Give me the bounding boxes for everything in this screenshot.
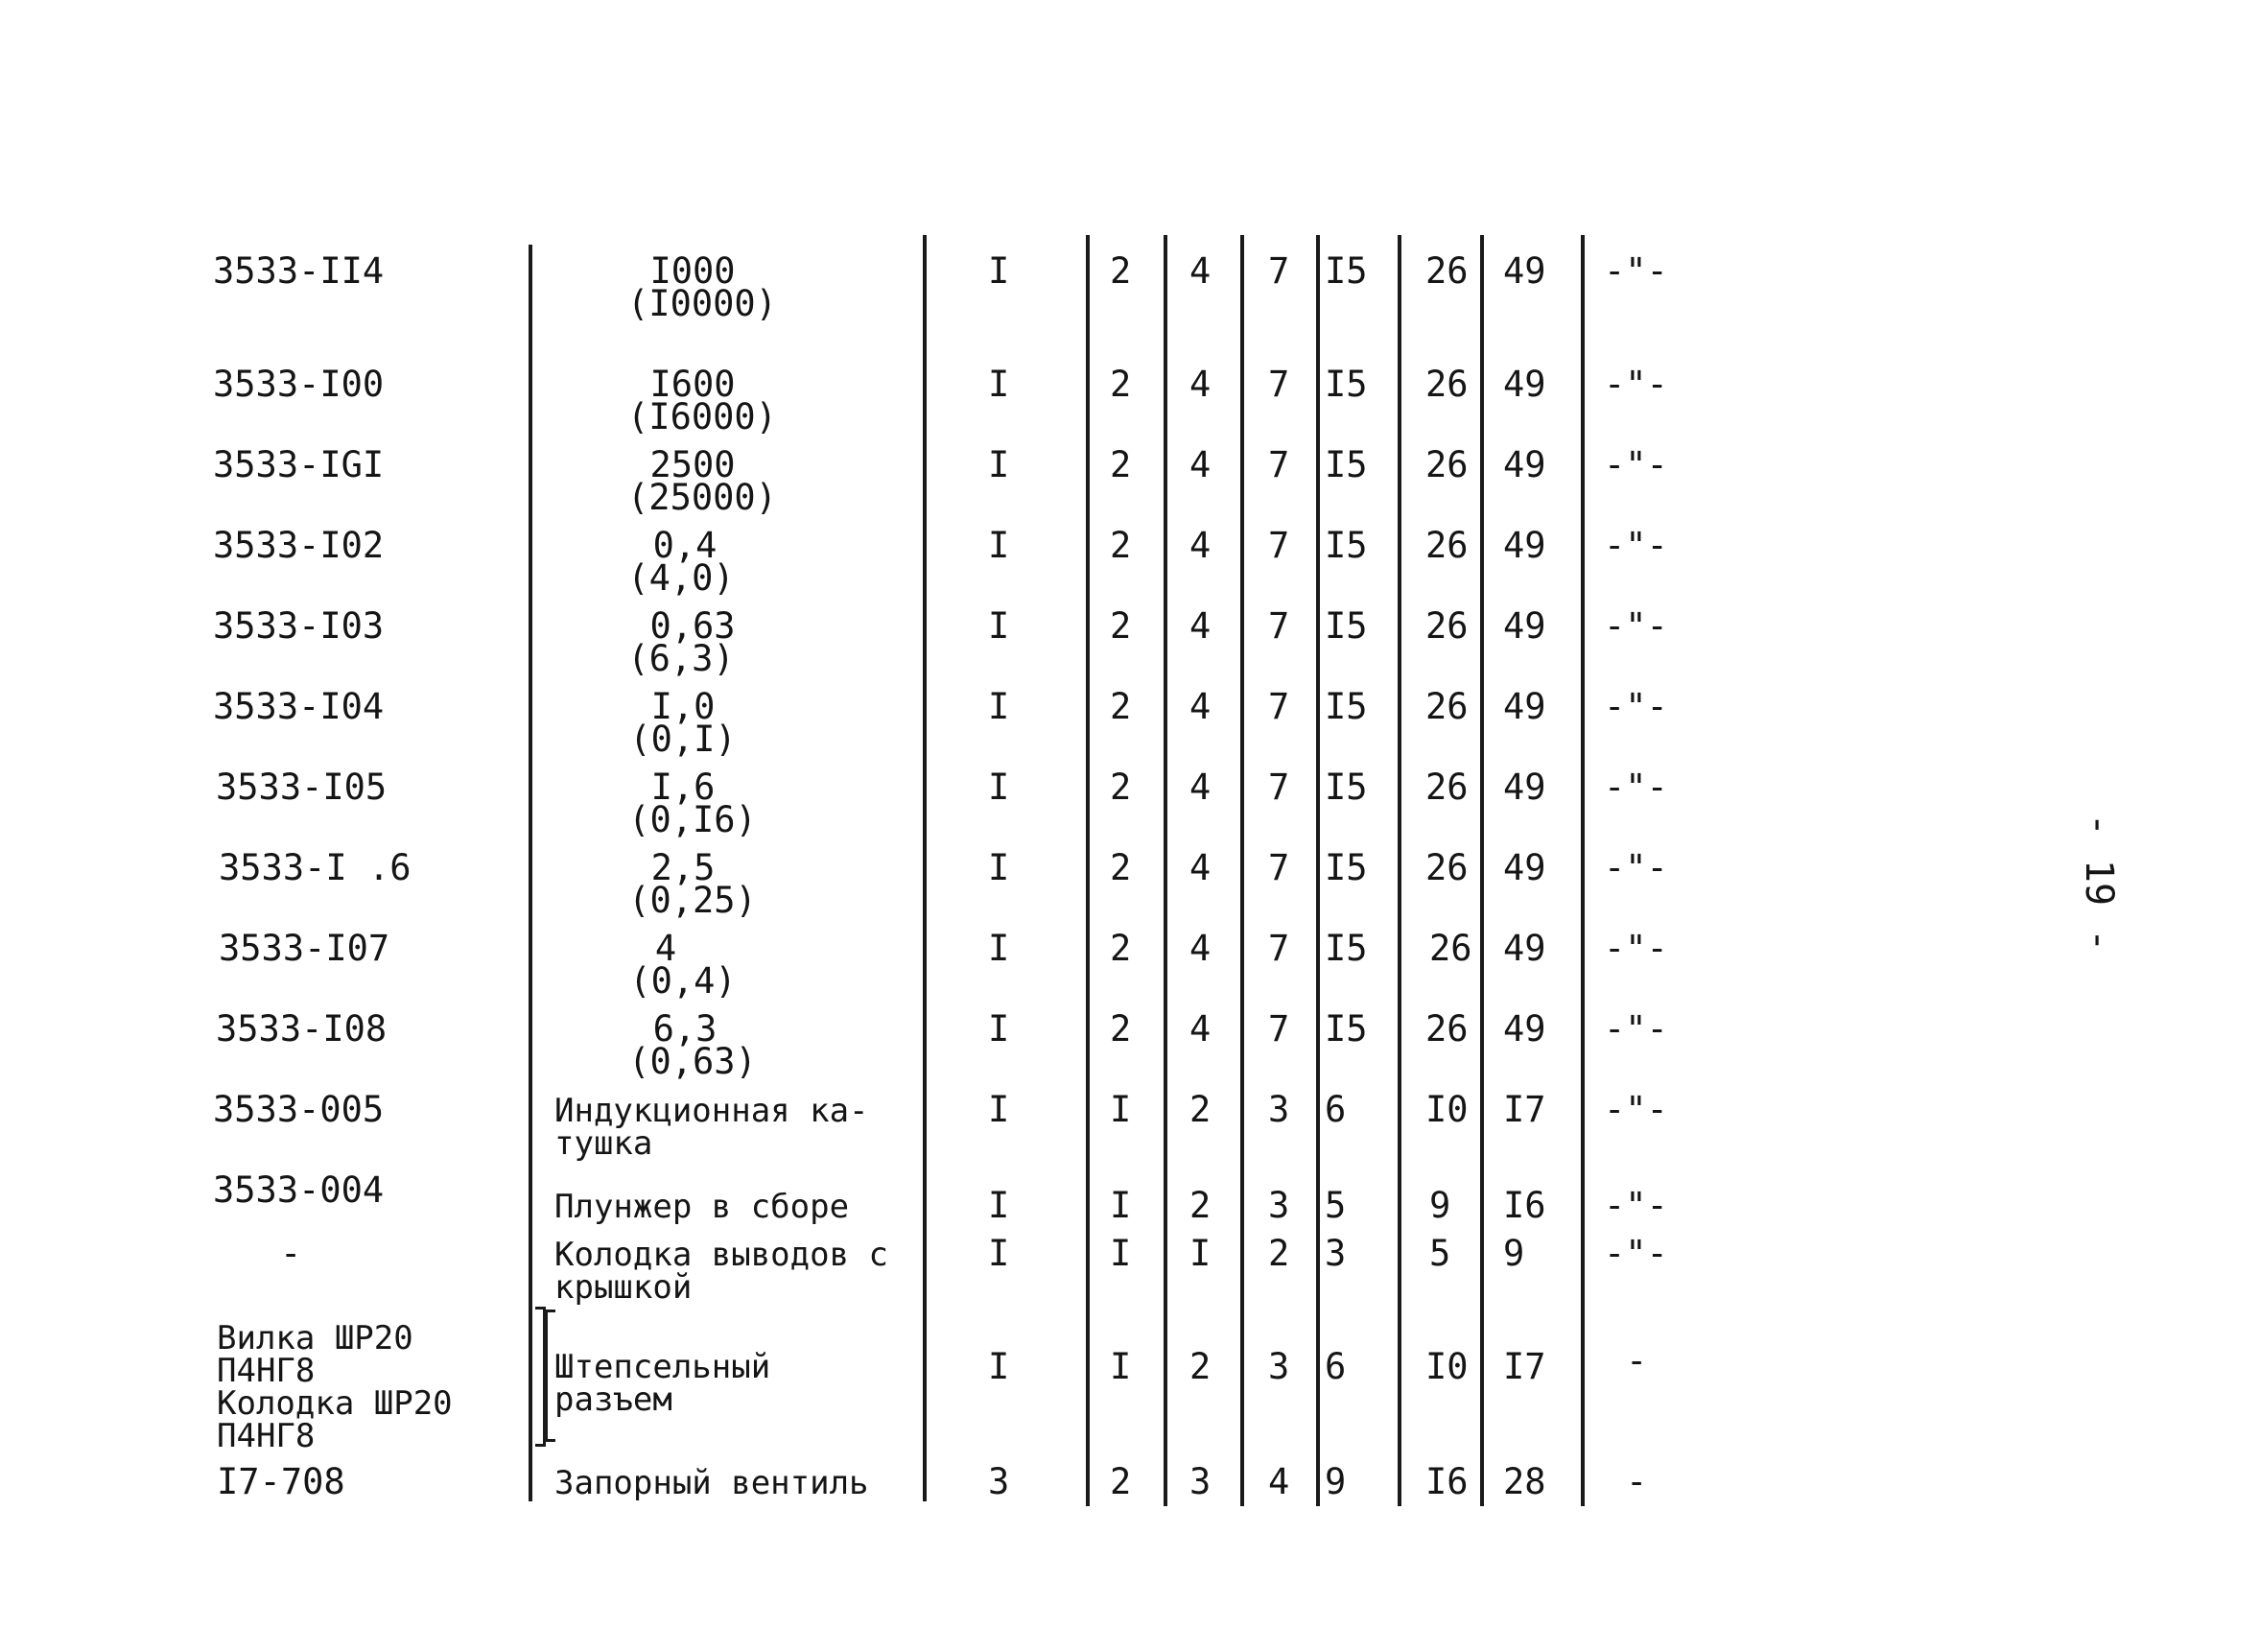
- value-cell: I: [1189, 1233, 1212, 1274]
- part-code: 3533-I07: [219, 928, 390, 969]
- value-cell: 2: [1189, 1346, 1212, 1387]
- value-cell: 49: [1503, 250, 1546, 292]
- column-rule: [1316, 235, 1320, 1506]
- value-cell: 7: [1268, 686, 1290, 727]
- value-cell: 2: [1110, 1461, 1132, 1502]
- value-cell: 26: [1425, 250, 1469, 292]
- value-cell: I5: [1325, 1008, 1368, 1050]
- value-cell: 7: [1268, 928, 1290, 969]
- column-rule: [1581, 235, 1585, 1506]
- description-line: Штепсельный: [554, 1348, 771, 1386]
- value-cell: 6: [1325, 1346, 1347, 1387]
- part-code: 3533-005: [213, 1089, 385, 1130]
- value-cell: 2: [1110, 928, 1132, 969]
- value-cell: 49: [1503, 525, 1546, 566]
- description-line: I,0: [650, 686, 716, 727]
- value-cell: 26: [1425, 605, 1469, 647]
- part-code: I7-708: [217, 1461, 345, 1502]
- description-line: 2500: [649, 444, 736, 485]
- description-line: (I6000): [627, 396, 777, 437]
- value-cell: 7: [1268, 1008, 1290, 1050]
- value-cell: 49: [1503, 605, 1546, 647]
- description-line: (6,3): [627, 638, 735, 679]
- value-cell: I: [988, 250, 1010, 292]
- part-code-line: Вилка ШР20: [217, 1319, 413, 1357]
- value-cell: 4: [1189, 250, 1212, 292]
- column-rule: [1086, 235, 1090, 1506]
- value-cell: 7: [1268, 767, 1290, 808]
- value-cell: 49: [1503, 686, 1546, 727]
- value-cell: I: [988, 364, 1010, 405]
- value-cell: 4: [1189, 1008, 1212, 1050]
- value-cell: I5: [1325, 928, 1368, 969]
- value-cell: 2: [1110, 605, 1132, 647]
- value-cell: 28: [1503, 1461, 1546, 1502]
- value-cell: 7: [1268, 444, 1290, 485]
- description-line: 4: [654, 928, 677, 969]
- part-code-line: П4НГ8: [217, 1417, 316, 1455]
- value-cell: 4: [1189, 847, 1212, 888]
- note-cell: -"-: [1604, 250, 1668, 292]
- note-cell: -: [1626, 1340, 1648, 1381]
- value-cell: 2: [1189, 1089, 1212, 1130]
- value-cell: I5: [1325, 444, 1368, 485]
- value-cell: I: [1110, 1089, 1132, 1130]
- value-cell: 7: [1268, 605, 1290, 647]
- value-cell: 2: [1110, 250, 1132, 292]
- value-cell: 26: [1425, 686, 1469, 727]
- note-cell: -"-: [1604, 1185, 1668, 1226]
- description-line: (0,25): [628, 880, 757, 921]
- description-line: I000: [649, 250, 736, 292]
- note-cell: -"-: [1604, 605, 1668, 647]
- value-cell: 2: [1189, 1185, 1212, 1226]
- value-cell: 2: [1110, 767, 1132, 808]
- description-line: (0,63): [628, 1041, 757, 1082]
- part-code: -: [280, 1233, 302, 1274]
- note-cell: -"-: [1604, 1008, 1668, 1050]
- value-cell: 2: [1268, 1233, 1290, 1274]
- value-cell: I: [1110, 1185, 1132, 1226]
- value-cell: 7: [1268, 364, 1290, 405]
- value-cell: I: [988, 686, 1010, 727]
- value-cell: I5: [1325, 767, 1368, 808]
- value-cell: 2: [1110, 847, 1132, 888]
- part-code: 3533-I03: [213, 605, 385, 647]
- part-code: 3533-IGI: [213, 444, 385, 485]
- value-cell: 3: [1325, 1233, 1347, 1274]
- value-cell: 4: [1189, 605, 1212, 647]
- value-cell: 49: [1503, 1008, 1546, 1050]
- description-line: тушка: [554, 1124, 653, 1163]
- value-cell: 26: [1425, 847, 1469, 888]
- value-cell: 4: [1189, 364, 1212, 405]
- value-cell: 26: [1425, 444, 1469, 485]
- value-cell: I5: [1325, 525, 1368, 566]
- column-rule: [1398, 235, 1401, 1506]
- value-cell: 3: [1268, 1089, 1290, 1130]
- value-cell: I: [988, 1089, 1010, 1130]
- value-cell: 4: [1189, 444, 1212, 485]
- value-cell: 3: [1189, 1461, 1212, 1502]
- value-cell: 49: [1503, 767, 1546, 808]
- part-code-line: Колодка ШР20: [217, 1384, 453, 1423]
- value-cell: I: [988, 605, 1010, 647]
- description-line: I600: [649, 364, 736, 405]
- value-cell: 26: [1425, 767, 1469, 808]
- note-cell: -"-: [1604, 767, 1668, 808]
- description-line: (0,4): [629, 960, 737, 1002]
- value-cell: 49: [1503, 364, 1546, 405]
- value-cell: I6: [1425, 1461, 1469, 1502]
- part-code: 3533-I08: [216, 1008, 388, 1050]
- description-line: (0,I): [629, 719, 737, 760]
- value-cell: I5: [1325, 847, 1368, 888]
- description-line: 0,4: [652, 525, 718, 566]
- value-cell: I7: [1503, 1346, 1546, 1387]
- value-cell: I5: [1325, 605, 1368, 647]
- value-cell: 49: [1503, 847, 1546, 888]
- value-cell: I: [988, 1233, 1010, 1274]
- description-line: Колодка выводов с: [554, 1236, 888, 1274]
- note-cell: -"-: [1604, 525, 1668, 566]
- column-rule: [529, 245, 532, 1501]
- value-cell: 7: [1268, 847, 1290, 888]
- value-cell: 4: [1268, 1461, 1290, 1502]
- value-cell: 9: [1503, 1233, 1525, 1274]
- part-code: 3533-I04: [213, 686, 385, 727]
- value-cell: I: [988, 1346, 1010, 1387]
- part-code: 3533-I00: [213, 364, 385, 405]
- note-cell: -"-: [1604, 686, 1668, 727]
- value-cell: I7: [1503, 1089, 1546, 1130]
- value-cell: I5: [1325, 250, 1368, 292]
- part-code: 3533-I05: [216, 767, 388, 808]
- column-rule: [923, 235, 927, 1501]
- value-cell: 9: [1429, 1185, 1451, 1226]
- value-cell: 7: [1268, 250, 1290, 292]
- value-cell: I0: [1425, 1346, 1469, 1387]
- description-line: 0,63: [649, 605, 736, 647]
- column-rule: [1240, 235, 1244, 1506]
- value-cell: 2: [1110, 686, 1132, 727]
- description-line: крышкой: [554, 1268, 693, 1307]
- note-cell: -"-: [1604, 364, 1668, 405]
- value-cell: 2: [1110, 364, 1132, 405]
- value-cell: I: [1110, 1346, 1132, 1387]
- value-cell: 3: [1268, 1185, 1290, 1226]
- value-cell: 9: [1325, 1461, 1347, 1502]
- value-cell: I: [988, 1008, 1010, 1050]
- value-cell: I: [988, 928, 1010, 969]
- description-line: (25000): [627, 477, 777, 518]
- description-line: Запорный вентиль: [554, 1464, 869, 1502]
- description-line: (I0000): [627, 283, 777, 324]
- value-cell: 4: [1189, 767, 1212, 808]
- value-cell: I: [988, 767, 1010, 808]
- value-cell: 5: [1325, 1185, 1347, 1226]
- value-cell: 7: [1268, 525, 1290, 566]
- page-number: - 19 -: [2077, 813, 2121, 953]
- note-cell: -"-: [1604, 444, 1668, 485]
- value-cell: I0: [1425, 1089, 1469, 1130]
- value-cell: 26: [1429, 928, 1472, 969]
- value-cell: 3: [988, 1461, 1010, 1502]
- part-code: 3533-I .6: [219, 847, 412, 888]
- note-cell: -"-: [1604, 928, 1668, 969]
- description-line: Плунжер в сборе: [554, 1188, 850, 1226]
- description-line: 6,3: [652, 1008, 718, 1050]
- value-cell: 4: [1189, 686, 1212, 727]
- value-cell: 4: [1189, 525, 1212, 566]
- description-line: 2,5: [650, 847, 716, 888]
- column-rule: [1480, 235, 1484, 1506]
- value-cell: I: [1110, 1233, 1132, 1274]
- note-cell: -"-: [1604, 1089, 1668, 1130]
- value-cell: I: [988, 847, 1010, 888]
- part-code: 3533-004: [213, 1169, 385, 1211]
- note-cell: -: [1626, 1461, 1648, 1502]
- description-line: I,6: [650, 767, 716, 808]
- part-code-line: П4НГ8: [217, 1352, 316, 1390]
- part-code: 3533-I02: [213, 525, 385, 566]
- value-cell: 6: [1325, 1089, 1347, 1130]
- value-cell: 26: [1425, 364, 1469, 405]
- part-code: 3533-II4: [213, 250, 385, 292]
- note-cell: -"-: [1604, 1233, 1668, 1274]
- value-cell: 26: [1425, 1008, 1469, 1050]
- description-line: Индукционная ка-: [554, 1092, 869, 1130]
- value-cell: 2: [1110, 1008, 1132, 1050]
- value-cell: 49: [1503, 444, 1546, 485]
- value-cell: 2: [1110, 525, 1132, 566]
- value-cell: I: [988, 444, 1010, 485]
- value-cell: I: [988, 1185, 1010, 1226]
- description-line: (4,0): [627, 557, 735, 599]
- value-cell: 4: [1189, 928, 1212, 969]
- value-cell: 26: [1425, 525, 1469, 566]
- column-rule: [1164, 235, 1167, 1506]
- description-line: (0,I6): [628, 799, 757, 840]
- value-cell: I6: [1503, 1185, 1546, 1226]
- value-cell: 2: [1110, 444, 1132, 485]
- value-cell: 49: [1503, 928, 1546, 969]
- value-cell: I5: [1325, 364, 1368, 405]
- value-cell: 3: [1268, 1346, 1290, 1387]
- description-line: разъем: [554, 1381, 672, 1419]
- value-cell: 5: [1429, 1233, 1451, 1274]
- note-cell: -"-: [1604, 847, 1668, 888]
- value-cell: I5: [1325, 686, 1368, 727]
- value-cell: I: [988, 525, 1010, 566]
